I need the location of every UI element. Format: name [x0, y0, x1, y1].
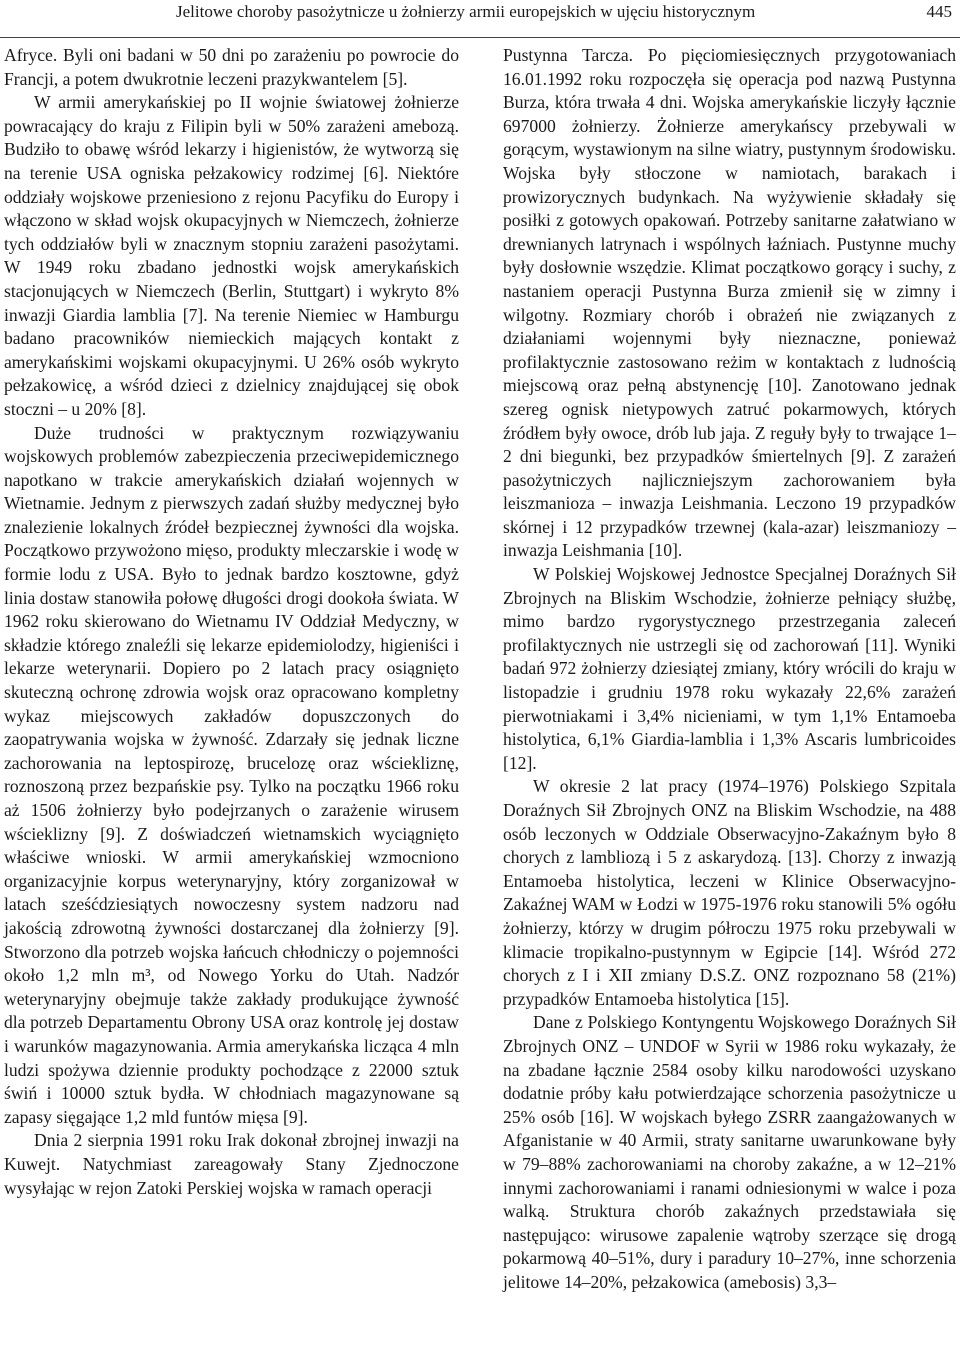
paragraph: W okresie 2 lat pracy (1974–1976) Polskiego Szpitala Doraźnych Sił Zbrojnych ONZ na Bliskim Wschodzie, na 488 osób leczonych w Oddziale Obserwacyjno-Zakaźnym było 8 chorych z lambliozą i 5 z askarydozą. [13]. Chorzy z inwazją Entamoeba histolytica, leczeni w Klinice Obserwacyjno-Zakaźnej WAM w Łodzi w 1975-1976 roku stanowili 5% ogółu żołnierzy, którzy w drugim półroczu 1975 roku przebywali w klimacie tropikalno-pustynnym w Egipcie [14]. Wśród 272 chorych z I i XII zmiany D.S.Z. ONZ rozpoznano 58 (21%) przypadków Entamoeba histolytica [15].	[503, 776, 956, 1009]
running-title: Jelitowe choroby pasożytnicze u żołnierzy armii europejskich w ujęciu historycznym	[176, 2, 756, 21]
paragraph: Dane z Polskiego Kontyngentu Wojskowego Doraźnych Sił Zbrojnych ONZ – UNDOF w Syrii w 1986 roku wykazały, że na zbadane łącznie 2584 osoby kilku narodowości uzyskano dodatnie próby kału potwierdzające schorzenia pasożytnicze u 25% osób [16]. W wojskach byłego ZSRR zaangażowanych w Afganistanie w 40 Armii, straty sanitarne uwarunkowane były w 79–88% zachorowaniami na choroby zakaźne, a w 12–21% innymi zachorowaniami i ranami odniesionymi w walce i poza walką. Struktura chorób zakaźnych przedstawiała się następująco: wirusowe zapalenie wątroby szerzące się drogą pokarmową 40–51%, dury i paradury 10–27%, inne schorzenia jelitowe 14–20%, pełzakowica (amebosis) 3,3–	[503, 1012, 956, 1292]
paragraph: Pustynna Tarcza. Po pięciomiesięcznych przygotowaniach 16.01.1992 roku rozpoczęła się operacja pod nazwą Pustynna Burza, która trwała 4 dni. Wojska amerykańskie liczyły łącznie 697000 żołnierzy. Żołnierze amerykańscy przebywali w gorącym, wystawionym na silne wiatry, pustynnym środowisku. Wojska były stłoczone w namiotach, barakach i prowizorycznych budynkach. Na wyżywienie składały się posiłki z gotowych opakowań. Potrzeby sanitarne załatwiano w drewnianych latrynach i wspólnych łaźniach. Pustynne muchy były dosłownie wszędzie. Klimat początkowo gorący i suchy, z nastaniem operacji Pustynna Burza zmienił się w zimny i wilgotny. Rozmiary chorób i obrażeń nie związanych z działaniami wojennymi były nieznaczne, ponieważ profilaktycznie zastosowano reżim w kontaktach z ludnością miejscową oraz pełną abstynencję [10]. Zanotowano jednak szereg ognisk nietypowych zatruć pokarmowych, których źródłem były owoce, drób lub jaja. Z reguły były to trwające 1–2 dni biegunki, bez przypadków śmiertelnych [9]. Z zarażeń pasożytniczych najliczniejszym zachorowaniem była leiszmanioza – inwazja Leishmania. Leczono 19 przypadków skórnej i 12 przypadków trzewnej (kala-azar) leiszmaniozy – inwazja Leishmania [10].	[503, 45, 956, 561]
paragraph: W Polskiej Wojskowej Jednostce Specjalnej Doraźnych Sił Zbrojnych na Bliskim Wschodzie, żołnierze pełniący służbę, mimo bardzo rygorystycznego przestrzegania zaleceń profilaktycznych nie ustrzegli się od zachorowań [11]. Wyniki badań 972 żołnierzy dziesiątej zmiany, który wrócili do kraju w listopadzie i grudniu 1978 roku wykazały 22,6% zarażeń pierwotniakami i 3,4% nicieniami, w tym 1,1% Entamoeba histolytica, 6,1% Giardia-lamblia i 1,3% Ascaris lumbricoides [12].	[503, 564, 956, 773]
right-text-column	[503, 44, 956, 1294]
left-text-column	[4, 44, 459, 1200]
paragraph: Duże trudności w praktycznym rozwiązywaniu wojskowych problemów zabezpieczenia przeciwepidemicznego napotkano w trakcie amerykańskich działań wojennych w Wietnamie. Jednym z pierwszych zadań służby medycznej było znalezienie lokalnych źródeł bezpiecznej żywności dla wojska. Początkowo przywożono mięso, produkty mleczarskie i wodę w formie lodu z USA. Było to jednak bardzo kosztowne, gdyż linia dostaw stanowiła połowę długości drogi dookoła świata. W 1962 roku skierowano do Wietnamu IV Oddział Medyczny, w składzie którego znaleźli się lekarze epidemiolodzy, higieniści i lekarze weterynarii. Dopiero po 2 latach pracy osiągnięto skuteczną ochronę zdrowia wojsk oraz opracowano kompletny wykaz miejscowych zakładów dopuszczonych do zaopatrywania wojska w żywność. Zdarzały się jednak liczne zachorowania na leptospirozę, brucelozę oraz wściekliznę, roznoszoną przez bezpańskie psy. Tylko na początku 1966 roku aż 1506 żołnierzy było podejrzanych o zarażenie wirusem wścieklizny [9]. Z doświadczeń wietnamskich wyciągnięto właściwe wnioski. W armii amerykańskiej wzmocniono organizacyjnie korpus weterynaryjny, który zorganizował w latach sześćdziesiątych nowoczesny system nadzoru nad jakością zdrowotną żywności dostarczanej dla żołnierzy [9]. Stworzono dla potrzeb wojska łańcuch chłodniczy o pojemności około 1,2 mln m³, od Nowego Yorku do Utah. Nadzór weterynaryjny obejmuje także zakłady produkujące żywność dla potrzeb Departamentu Obrony USA oraz kontrolę jej dostaw i warunków magazynowania. Armia amerykańska licząca 4 mln ludzi spożywa dziennie produkty pochodzące z 22000 sztuk świń i 10000 sztuk bydła. W chłodniach magazynowane są zapasy sięgające 1,2 mld funtów mięsa [9].	[4, 422, 459, 1127]
page-number: 445	[926, 2, 952, 21]
paragraph: Afryce. Byli oni badani w 50 dni po zarażeniu po powrocie do Francji, a potem dwukrotnie leczeni prazykwantelem [5].	[4, 45, 459, 89]
paragraph: W armii amerykańskiej po II wojnie światowej żołnierze powracający do kraju z Filipin byli w 50% zarażeni amebozą. Budziło to obawę wśród lekarzy i higienistów, że wytworzą się na terenie USA ogniska pełzakowicy rodzimej [6]. Niektóre oddziały wojskowe przeniesiono z rejonu Pacyfiku do Europy i włączono w skład wojsk okupacyjnych w Niemczech, żołnierze tych oddziałów byli w znacznym stopniu zarażeni pasożytami. W 1949 roku zbadano jednostki wojsk amerykańskich stacjonujących w Niemczech (Berlin, Stuttgart) i wykryto 8% inwazji Giardia lamblia [7]. Na terenie Niemiec w Hamburgu badano pracowników niemieckich mających kontakt z amerykańskimi wojskami okupacyjnymi. U 26% osób wykryto pełzakowicę, a wśród dzieci z dzielnicy znajdującej się obok stoczni – u 20% [8].	[4, 92, 459, 419]
paragraph: Dnia 2 sierpnia 1991 roku Irak dokonał zbrojnej inwazji na Kuwejt. Natychmiast zareagowały Stany Zjednoczone wysyłając w rejon Zatoki Perskiej wojska w ramach operacji	[4, 1130, 459, 1198]
running-header	[0, 0, 960, 38]
